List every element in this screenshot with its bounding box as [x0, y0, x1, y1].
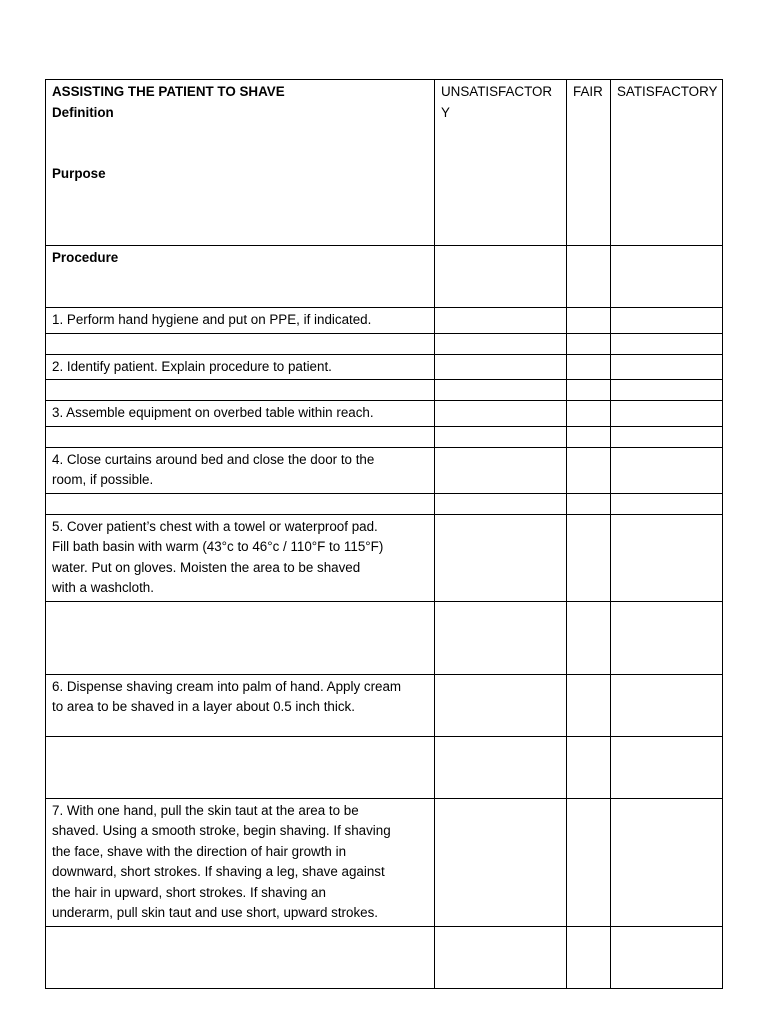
purpose-label: Purpose: [52, 166, 106, 181]
fair-header: FAIR: [567, 80, 611, 246]
step-row: [46, 308, 723, 334]
rating-cell-satisfactory[interactable]: [611, 246, 723, 308]
checklist-title: ASSISTING THE PATIENT TO SHAVE: [52, 84, 285, 99]
rating-cell-satisfactory[interactable]: [611, 674, 723, 736]
step-row: [46, 798, 723, 926]
rating-cell-fair[interactable]: [567, 401, 611, 427]
procedure-label: Procedure: [52, 250, 119, 265]
header-row: [46, 80, 723, 246]
step-row: [46, 401, 723, 427]
rating-cell-unsatisfactory[interactable]: [435, 354, 567, 380]
rating-cell-unsatisfactory[interactable]: [435, 308, 567, 334]
rating-cell-unsatisfactory[interactable]: [435, 514, 567, 601]
step-text: 3. Assemble equipment on overbed table within reach.: [46, 401, 435, 427]
blank-row: [46, 736, 723, 798]
step-text: 4. Close curtains around bed and close the door to the room, if possible.: [46, 447, 435, 493]
rating-cell-fair[interactable]: [567, 308, 611, 334]
step-text: 1. Perform hand hygiene and put on PPE, if indicated.: [46, 308, 435, 334]
rating-cell-fair[interactable]: [567, 674, 611, 736]
rating-cell-unsatisfactory[interactable]: [435, 401, 567, 427]
blank-row: [46, 493, 723, 514]
definition-label: Definition: [52, 104, 114, 120]
step-text: 5. Cover patient’s chest with a towel or waterproof pad. Fill bath basin with warm (43°c to 46°c / 110°F to 115°F) water. Put on gloves. Moisten the area to be shaved with a washcloth.: [46, 514, 435, 601]
title-cell: [46, 80, 435, 246]
rating-cell-fair[interactable]: [567, 798, 611, 926]
blank-row: [46, 333, 723, 354]
skills-checklist-table: [45, 79, 723, 989]
rating-cell-satisfactory[interactable]: [611, 798, 723, 926]
procedure-cell: [46, 246, 435, 308]
rating-cell-fair[interactable]: [567, 354, 611, 380]
rating-cell-satisfactory[interactable]: [611, 447, 723, 493]
rating-cell-unsatisfactory[interactable]: [435, 447, 567, 493]
blank-row: [46, 926, 723, 988]
step-text: 6. Dispense shaving cream into palm of hand. Apply cream to area to be shaved in a layer about 0.5 inch thick.: [46, 674, 435, 736]
rating-cell-fair[interactable]: [567, 514, 611, 601]
step-row: [46, 674, 723, 736]
rating-cell-fair[interactable]: [567, 447, 611, 493]
blank-row: [46, 426, 723, 447]
rating-cell-unsatisfactory[interactable]: [435, 674, 567, 736]
rating-cell-fair[interactable]: [567, 246, 611, 308]
satisfactory-header: SATISFACTORY: [611, 80, 723, 246]
rating-cell-satisfactory[interactable]: [611, 354, 723, 380]
rating-cell-unsatisfactory[interactable]: [435, 246, 567, 308]
rating-cell-satisfactory[interactable]: [611, 308, 723, 334]
rating-cell-satisfactory[interactable]: [611, 514, 723, 601]
procedure-row: [46, 246, 723, 308]
blank-row: [46, 380, 723, 401]
step-text: 2. Identify patient. Explain procedure to patient.: [46, 354, 435, 380]
step-text: 7. With one hand, pull the skin taut at the area to be shaved. Using a smooth stroke, begin shaving. If shaving the face, shave with the direction of hair growth in downward, short strokes. If shaving a leg, shave against the hair in upward, short strokes. If shaving an underarm, pull skin taut and use short, upward strokes.: [46, 798, 435, 926]
blank-row: [46, 601, 723, 674]
unsatisfactory-header: UNSATISFACTORY: [435, 80, 567, 246]
rating-cell-unsatisfactory[interactable]: [435, 798, 567, 926]
rating-cell-satisfactory[interactable]: [611, 401, 723, 427]
step-row: [46, 514, 723, 601]
step-row: [46, 447, 723, 493]
step-row: [46, 354, 723, 380]
